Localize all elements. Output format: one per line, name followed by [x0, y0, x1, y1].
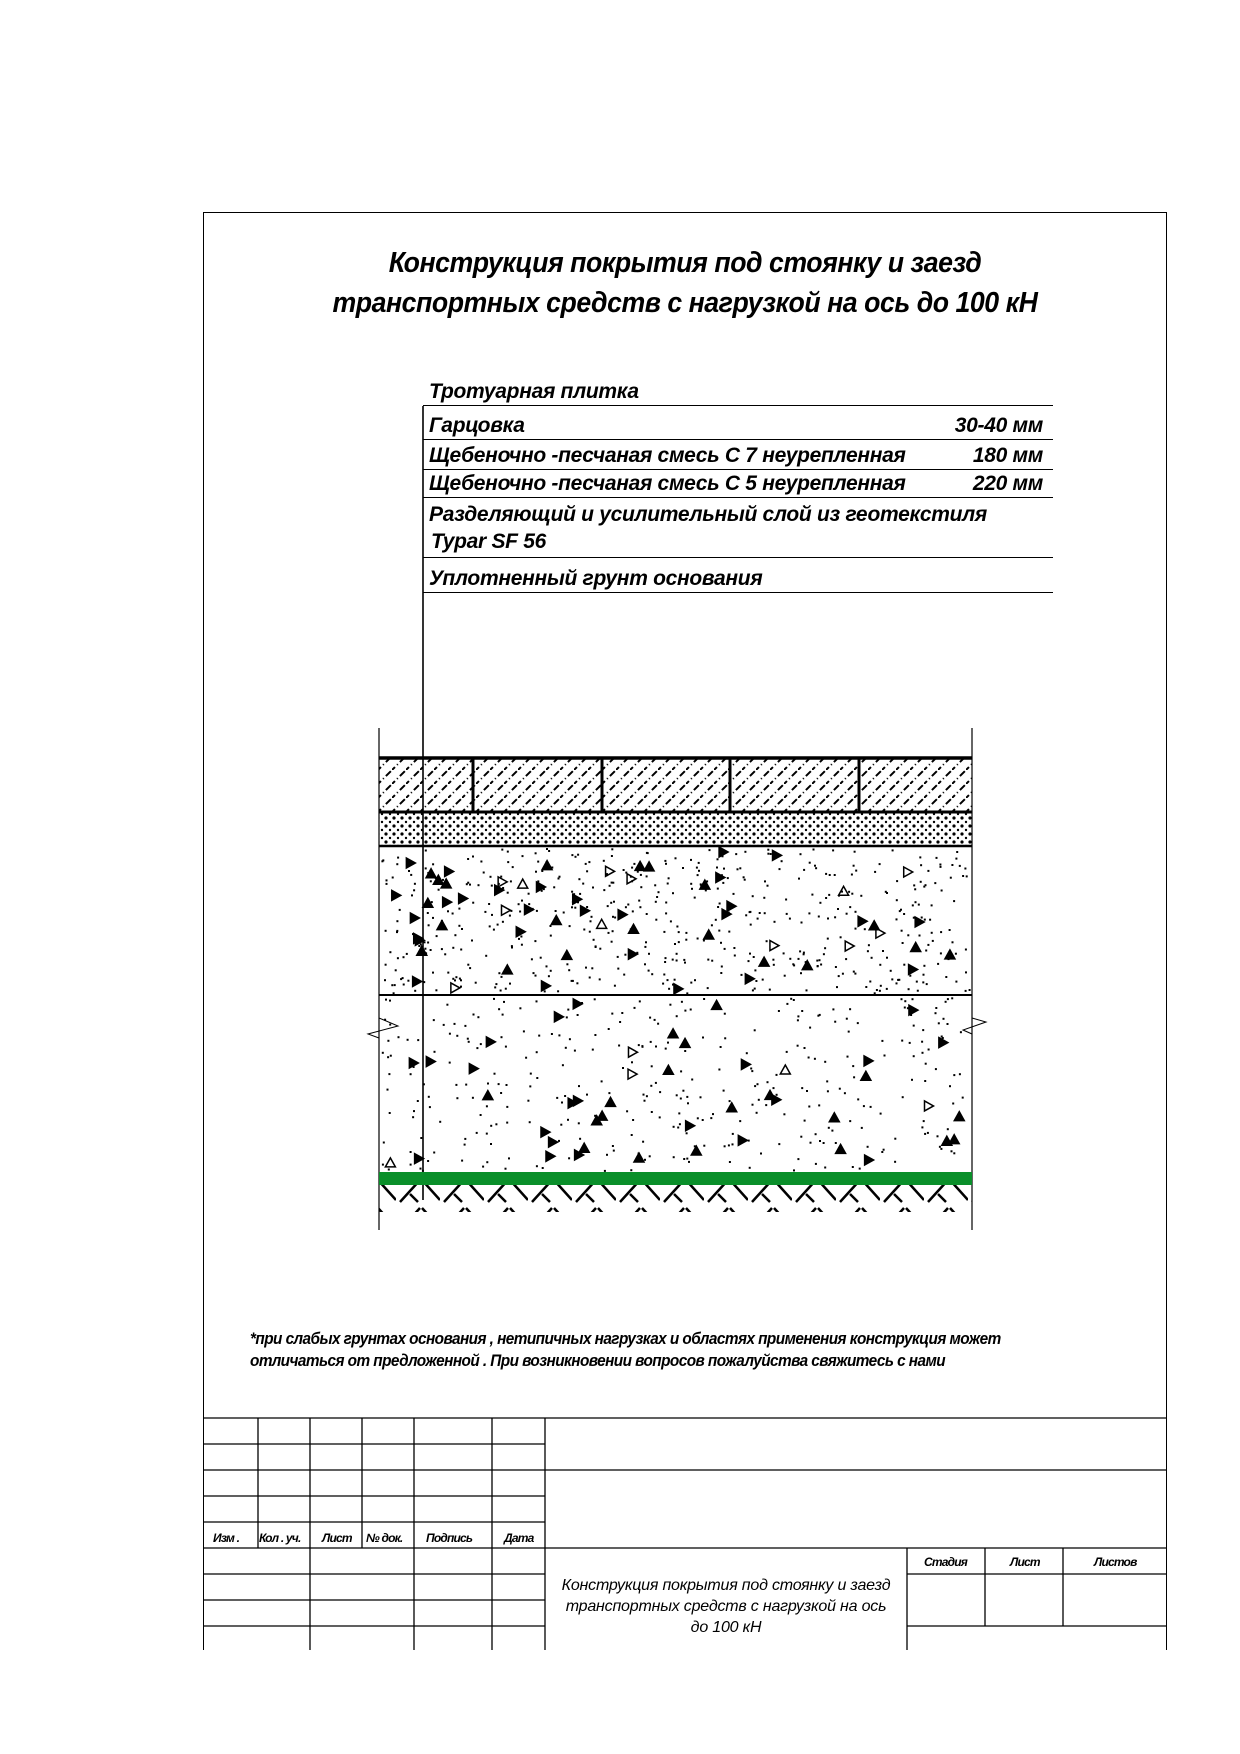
legend-layer-name: Щебеночно -песчаная смесь С 7 неурепленная — [429, 444, 906, 467]
legend-layer-name: Разделяющий и усилительный слой из геотекстиля — [429, 503, 987, 526]
footnote-line-1: *при слабых грунтах основания , нетипичных нагрузках и областях применения конструкция может — [250, 1330, 1001, 1348]
legend-layer-name: Гарцовка — [429, 414, 525, 437]
legend-layer-thickness: 180 мм — [972, 444, 1043, 467]
legend-layer-name-line2: Typar SF 56 — [431, 530, 546, 553]
legend-layer-name: Тротуарная плитка — [429, 380, 639, 403]
tb-header-signature: Подпись — [426, 1531, 473, 1545]
footnote-line-2: отличаться от предложенной . При возникновении вопросов пожалуйства свяжитесь с нами — [250, 1352, 946, 1370]
tb-header-qty: Кол . уч. — [259, 1531, 301, 1545]
tb-title-line-2: транспортных средств с нагрузкой на ось — [565, 1598, 887, 1615]
drawing-title-line-1: Конструкция покрытия под стоянку и заезд — [388, 247, 982, 279]
drawing-title-line-2: транспортных средств с нагрузкой на ось до 100 кН — [332, 287, 1038, 319]
tb-header-revision: Изм . — [213, 1531, 240, 1545]
legend-layer-name: Уплотненный грунт основания — [429, 567, 763, 590]
tb-drawing-title — [545, 1575, 907, 1638]
legend-layer-name: Щебеночно -песчаная смесь С 5 неурепленная — [429, 472, 906, 495]
tb-header-sheet: Лист — [322, 1531, 352, 1545]
tb-header-doc-no: № док. — [366, 1531, 403, 1545]
legend-layer-thickness: 220 мм — [972, 472, 1043, 495]
tb-header-stage: Стадия — [924, 1555, 968, 1569]
tb-header-sheet-no: Лист — [1010, 1555, 1040, 1569]
tb-title-line-1: Конструкция покрытия под стоянку и заезд — [561, 1577, 891, 1594]
tb-title-line-3: до 100 кН — [690, 1619, 762, 1636]
tb-header-date: Дата — [504, 1531, 534, 1545]
legend-layer-thickness: 30-40 мм — [954, 414, 1043, 437]
tb-header-sheets-total: Листов — [1094, 1555, 1137, 1569]
